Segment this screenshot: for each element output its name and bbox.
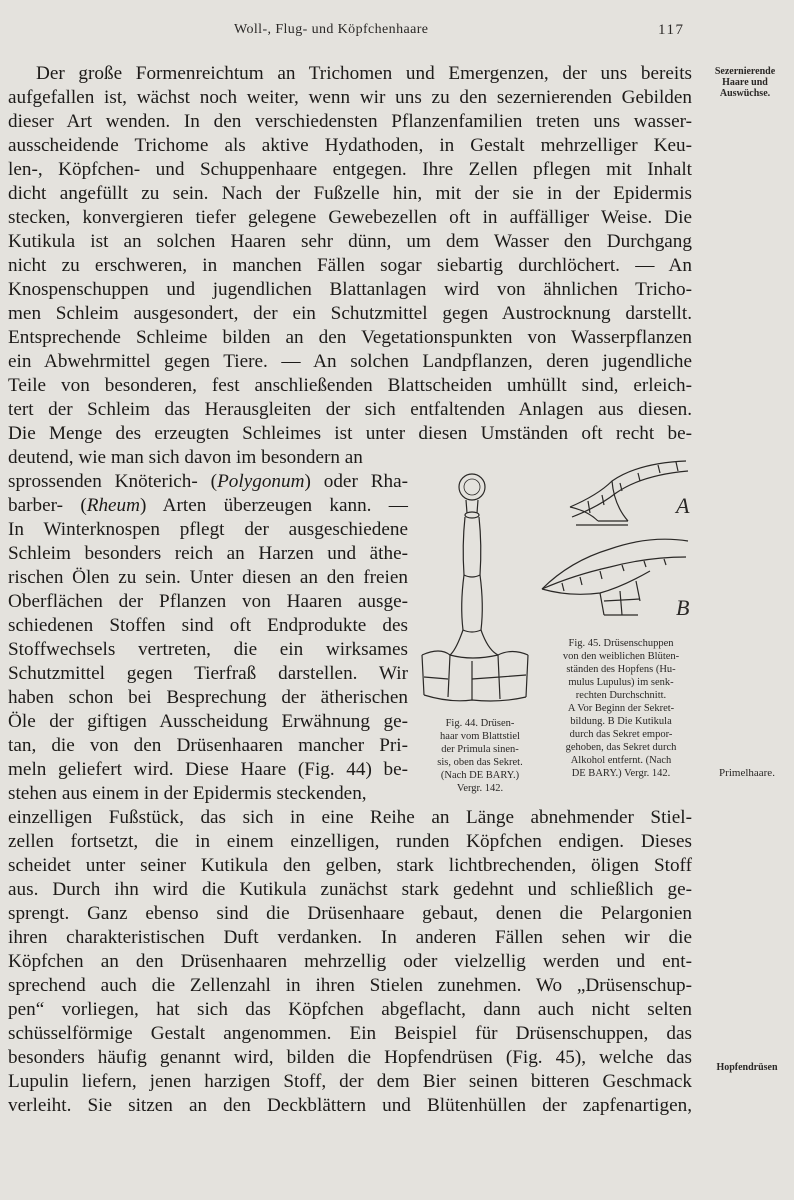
text-line: ein Abwehrmittel gegen Tiere. — An solchen Landpflanzen, deren jugendliche (8, 351, 692, 372)
text-line: Schutzmittel gegen Tierfraß darstellen. Wir (8, 663, 408, 684)
text-line: Oberflächen der Pflanzen von Haaren ausge- (8, 591, 408, 612)
margin-note-line: Auswüchse. (719, 88, 771, 99)
text-line: Öle der giftigen Ausscheidung Erwähnung ge- (8, 711, 408, 732)
text-line: len-, Köpfchen- und Schuppenhaare entgegen. Ihre Zellen pflegen mit Inhalt (8, 159, 692, 180)
text-line: schüsselförmige Gestalt angenommen. Ein Beispiel für Drüsenschuppen, das (8, 1023, 692, 1044)
text-line: schiedenen Stoffen sind oft Endprodukte des (8, 615, 408, 636)
text-line (8, 494, 408, 518)
text-line: sprechend auch die Zellenzahl in ihren Stielen zunehmen. Wo „Drüsenschup- (8, 975, 692, 996)
text-line: Teile von besonderen, fest anschließenden Blattscheiden umhüllt sind, erleich- (8, 375, 692, 396)
margin-note-line: Haare und (722, 77, 768, 88)
text-line: einzelligen Fußstück, das sich in eine Reihe an Länge abnehmender Stiel- (8, 807, 692, 828)
caption-line: Alkohol entfernt. (Nach (570, 755, 672, 766)
taxon-name: Polygonum (217, 471, 305, 492)
text-line: haben schon bei Besprechung der ätherischen (8, 687, 408, 708)
text-line (8, 470, 408, 494)
caption-line: von den weiblichen Blüten- (562, 651, 680, 662)
text-line: meln geliefert wird. Diese Haare (Fig. 44) be- (8, 759, 408, 780)
text-line: Entsprechende Schleime bilden an den Vegetationspunkten von Wasserpflanzen (8, 327, 692, 348)
text-line: Der große Formenreichtum an Trichomen und Emergenzen, der uns bereits (36, 63, 692, 84)
caption-line: A Vor Beginn der Sekret- (567, 703, 675, 714)
text-line: Die Menge des erzeugten Schleimes ist unter diesen Umständen oft recht be- (8, 423, 692, 444)
margin-note-hops: Hopfendrüsen (716, 1062, 778, 1073)
text-line: ausscheidende Trichome als aktive Hydathoden, in Gestalt mehrzelliger Keu- (8, 135, 692, 156)
text-line: verleiht. Sie sitzen an den Deckblättern und Blütenhüllen der zapfenartigen, (8, 1095, 692, 1116)
text-line: Schleim besonders reich an Harzen und äthe- (8, 543, 408, 564)
caption-line: (Nach DE BARY.) (440, 770, 520, 781)
running-title: Woll-, Flug- und Köpfchenhaare (234, 22, 429, 37)
fig45-label-b: B (676, 595, 690, 620)
caption-line: der Primula sinen- (441, 744, 519, 755)
margin-note-secreting-hairs (700, 66, 790, 99)
text-span: sprossenden Knöterich- ( (8, 471, 218, 492)
text-line: men Schleim ausgesondert, der ein Schutzmittel gegen Austrocknung darstellt. (8, 303, 692, 324)
text-line: In Winterknospen pflegt der ausgeschiedene (8, 519, 408, 540)
caption-line: gehoben, das Sekret durch (565, 742, 677, 753)
text-line: scheidet unter seiner Kutikula den gelben, stark lichtbrechenden, öligen Stoff (8, 855, 692, 876)
caption-line: mulus Lupulus) im senk- (568, 677, 674, 688)
text-line: aus. Durch ihn wird die Kutikula zunächst stark gedehnt und schließlich ge- (8, 879, 692, 900)
caption-line: durch das Sekret empor- (569, 729, 673, 740)
fig45-b-hop-gland-drawing (540, 531, 690, 621)
text-line: Lupulin liefern, jenen harzigen Stoff, der dem Bier seinen bitteren Geschmack (8, 1071, 692, 1092)
caption-line: DE BARY.) Vergr. 142. (571, 768, 671, 779)
text-line: deutend, wie man sich davon im besondern an (8, 447, 363, 468)
text-span: ) oder Rha- (304, 471, 409, 492)
text-line: tan, die von den Drüsenhaaren mancher Pri- (8, 735, 408, 756)
text-line: tert der Schleim das Herausgleiten der sich entfaltenden Anlagen aus diesen. (8, 399, 692, 420)
text-line: stecken, konvergieren tiefer gelegene Gewebezellen oft in auffälliger Weise. Die (8, 207, 692, 228)
caption-line: Fig. 44. Drüsen- (445, 718, 515, 729)
text-line: stehen aus einem in der Epidermis steckenden, (8, 783, 367, 804)
caption-line: bildung. B Die Kutikula (570, 716, 672, 727)
text-line: Knospenschuppen und jugendlichen Blattanlagen wird von ähnlichen Tricho- (8, 279, 692, 300)
text-line: ihren charakteristischen Duft verdanken. In anderen Fällen sehen wir die (8, 927, 692, 948)
text-line: rischen Ölen zu sein. Unter diesen an den freien (8, 567, 408, 588)
text-line: Stoffwechsels vertreten, die ein wirksames (8, 639, 408, 660)
margin-note-primula: Primelhaare. (719, 767, 775, 779)
fig44-glandular-hair-drawing (420, 465, 530, 715)
text-line: nicht zu erschweren, in manchen Fällen sogar siebartig durchlöchert. — An (8, 255, 692, 276)
caption-line: rechten Durchschnitt. (575, 690, 667, 701)
text-line: Kutikula ist an solchen Haaren sehr dünn, um dem Wasser den Durchgang (8, 231, 692, 252)
text-line: aufgefallen ist, wächst noch weiter, wenn wir uns zu den sezernierenden Gebilden (8, 87, 692, 108)
caption-line: sis, oben das Sekret. (437, 757, 523, 768)
fig45-caption (548, 637, 694, 780)
caption-line: Vergr. 142. (456, 783, 504, 794)
fig44-caption (420, 717, 540, 795)
caption-line: haar vom Blattstiel (440, 731, 520, 742)
text-line: zellen fortsetzt, die in einem einzelligen, runden Köpfchen endigen. Dieses (8, 831, 692, 852)
taxon-name: Rheum (86, 495, 140, 516)
caption-line: ständen des Hopfens (Hu- (566, 664, 676, 675)
text-line: besonders häufig genannt wird, bilden die Hopfendrüsen (Fig. 45), welche das (8, 1047, 692, 1068)
page-header (0, 22, 794, 46)
text-line: Köpfchen an den Drüsenhaaren mehrzellig oder vielzellig werden und ent- (8, 951, 692, 972)
text-line: sprengt. Ganz ebenso sind die Drüsenhaare gebaut, denen die Pelargonien (8, 903, 692, 924)
text-line: dieser Art wenden. In den verschiedensten Pflanzenfamilien treten uns wasser- (8, 111, 692, 132)
figure-area (420, 455, 694, 794)
caption-line: Fig. 45. Drüsenschuppen (568, 638, 674, 649)
text-line: pen“ vorliegen, hat sich das Köpfchen abgeflacht, dann auch nicht selten (8, 999, 692, 1020)
text-span: barber- ( (8, 495, 87, 516)
page-number: 117 (658, 22, 685, 38)
text-line: dicht angefüllt zu sein. Nach der Fußzelle hin, mit der sie in der Epidermis (8, 183, 692, 204)
text-span: ) Arten überzeugen kann. — (140, 495, 408, 516)
fig45-label-a: A (676, 493, 690, 518)
margin-note-line: Sezernierende (714, 66, 776, 77)
